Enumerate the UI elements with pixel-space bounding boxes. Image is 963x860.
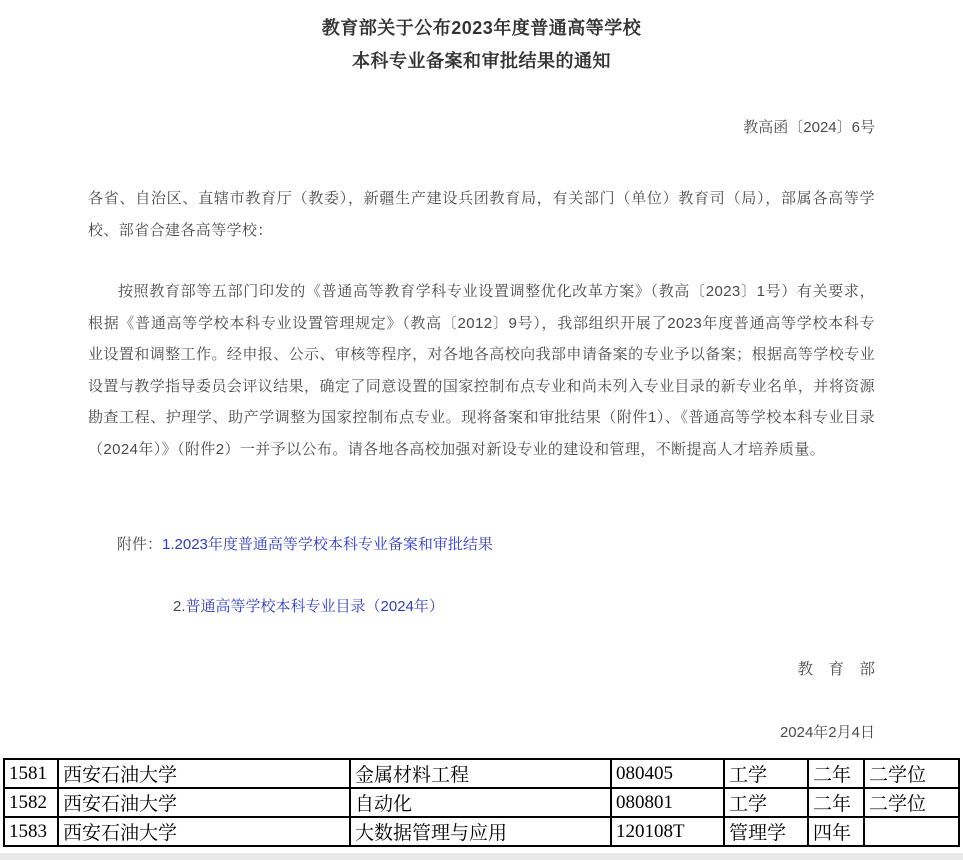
cell-major-code: 080801	[611, 788, 724, 817]
cell-discipline: 管理学	[724, 817, 808, 846]
cell-duration: 二年	[808, 788, 864, 817]
attachments-label: 附件：	[117, 536, 163, 553]
signer: 教 育 部	[797, 661, 875, 678]
cell-major: 金属材料工程	[350, 759, 611, 788]
attachment-line-2	[88, 595, 875, 616]
table-row	[4, 759, 959, 788]
cell-duration: 二年	[808, 759, 864, 788]
attachment-1-link[interactable]: 1.2023年度普通高等学校本科专业备案和审批结果	[162, 536, 493, 553]
cell-major: 大数据管理与应用	[350, 817, 611, 846]
issue-date: 2024年2月4日	[779, 724, 875, 741]
cell-major-code: 080405	[611, 759, 724, 788]
cell-university: 西安石油大学	[58, 759, 350, 788]
body-paragraph: 按照教育部等五部门印发的《普通高等教育学科专业设置调整优化改革方案》（教高〔2023〕1号）有关要求，根据《普通高等学校本科专业设置管理规定》（教高〔2012〕9号），我部组织开展了2023年度普通高等学校本科专业设置和调整工作。经申报、公示、审核等程序，对各地各高校向我部申请备案的专业予以备案；根据高等学校专业设置与教学指导委员会评议结果，确定了同意设置的国家控制布点专业和尚未列入专业目录的新专业名单，并将资源勘查工程、护理学、助产学调整为国家控制布点专业。现将备案和审批结果（附件1）、《普通高等学校本科专业目录（2024年）》（附件2）一并予以公布。请各地各高校加强对新设专业的建设和管理，不断提高人才培养质量。	[88, 283, 875, 458]
doc-number: 教高函〔2024〕6号	[743, 119, 875, 136]
cell-duration: 四年	[808, 817, 864, 846]
bottom-strip	[0, 853, 963, 860]
table-row	[4, 817, 959, 846]
cell-row-number: 1582	[4, 788, 58, 817]
cell-degree	[864, 817, 959, 846]
salutation: 各省、自治区、直辖市教育厅（教委），新疆生产建设兵团教育局，有关部门（单位）教育司（局），部属各高等学校、部省合建各高等学校：	[88, 190, 875, 239]
table-row	[4, 788, 959, 817]
cell-degree: 二学位	[864, 759, 959, 788]
cell-major: 自动化	[350, 788, 611, 817]
title-line-2: 本科专业备案和审批结果的通知	[352, 51, 611, 71]
cell-row-number: 1583	[4, 817, 58, 846]
cell-row-number: 1581	[4, 759, 58, 788]
cell-major-code: 120108T	[611, 817, 724, 846]
attachment-line-1	[88, 533, 875, 554]
page-title	[0, 12, 963, 78]
cell-degree: 二学位	[864, 788, 959, 817]
attachment-2-prefix: 2.	[173, 598, 186, 615]
cell-university: 西安石油大学	[58, 788, 350, 817]
cell-discipline: 工学	[724, 788, 808, 817]
attachment-2-link[interactable]: 普通高等学校本科专业目录（2024年）	[185, 598, 444, 615]
cell-university: 西安石油大学	[58, 817, 350, 846]
program-table	[3, 758, 960, 847]
cell-discipline: 工学	[724, 759, 808, 788]
title-line-1: 教育部关于公布2023年度普通高等学校	[321, 18, 642, 38]
